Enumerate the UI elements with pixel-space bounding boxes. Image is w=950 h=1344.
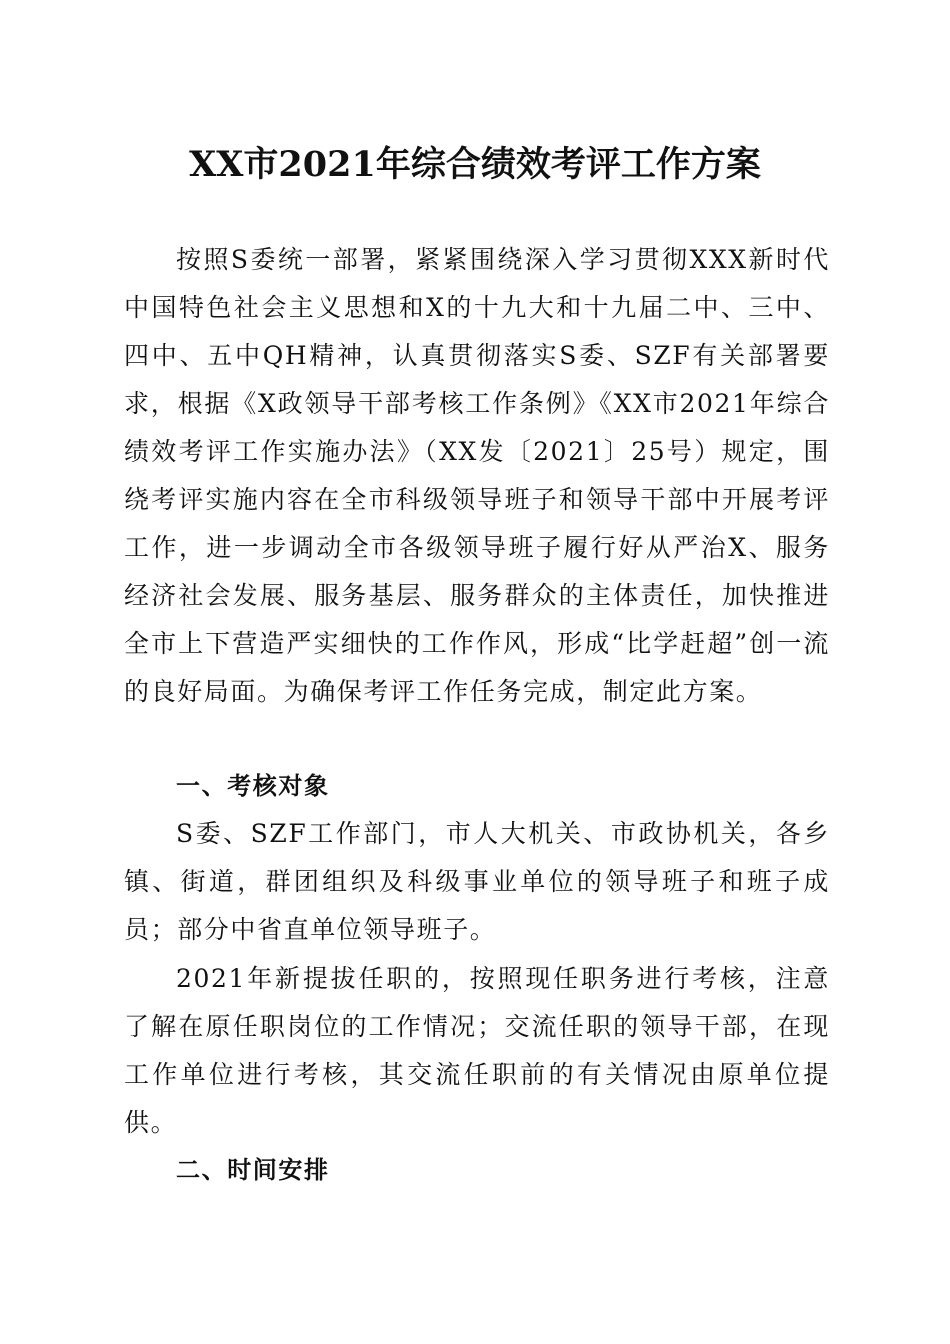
section1-paragraph2-block	[124, 955, 830, 1147]
section1-heading: 一、考核对象	[176, 772, 330, 800]
section1-paragraph2: 2021年新提拔任职的，按照现任职务进行考核，注意了解在原任职岗位的工作情况；交流任职的领导干部，在现工作单位进行考核，其交流任职前的有关情况由原单位提供。	[124, 964, 830, 1137]
section1-heading-block	[124, 762, 830, 810]
section2-heading-block	[124, 1146, 830, 1194]
intro-paragraph: 按照S委统一部署，紧紧围绕深入学习贯彻XXX新时代中国特色社会主义思想和X的十九大和十九届二中、三中、四中、五中QH精神，认真贯彻落实S委、SZF有关部署要求，根据《X政领导干部考核工作条例》《XX市2021年综合绩效考评工作实施办法》（XX发〔2021〕25号）规定，围绕考评实施内容在全市科级领导班子和领导干部中开展考评工作，进一步调动全市各级领导班子履行好从严治X、服务经济社会发展、服务基层、服务群众的主体责任，加快推进全市上下营造严实细快的工作作风，形成“比学赶超”创一流的良好局面。为确保考评工作任务完成，制定此方案。	[124, 245, 830, 706]
document-title: XX市2021年综合绩效考评工作方案	[189, 144, 761, 185]
intro-paragraph-block	[124, 236, 830, 716]
section1-paragraph1-block	[124, 810, 830, 954]
section1-paragraph1: S委、SZF工作部门，市人大机关、市政协机关，各乡镇、街道，群团组织及科级事业单位的领导班子和班子成员；部分中省直单位领导班子。	[124, 819, 830, 944]
section2-heading: 二、时间安排	[176, 1156, 330, 1184]
